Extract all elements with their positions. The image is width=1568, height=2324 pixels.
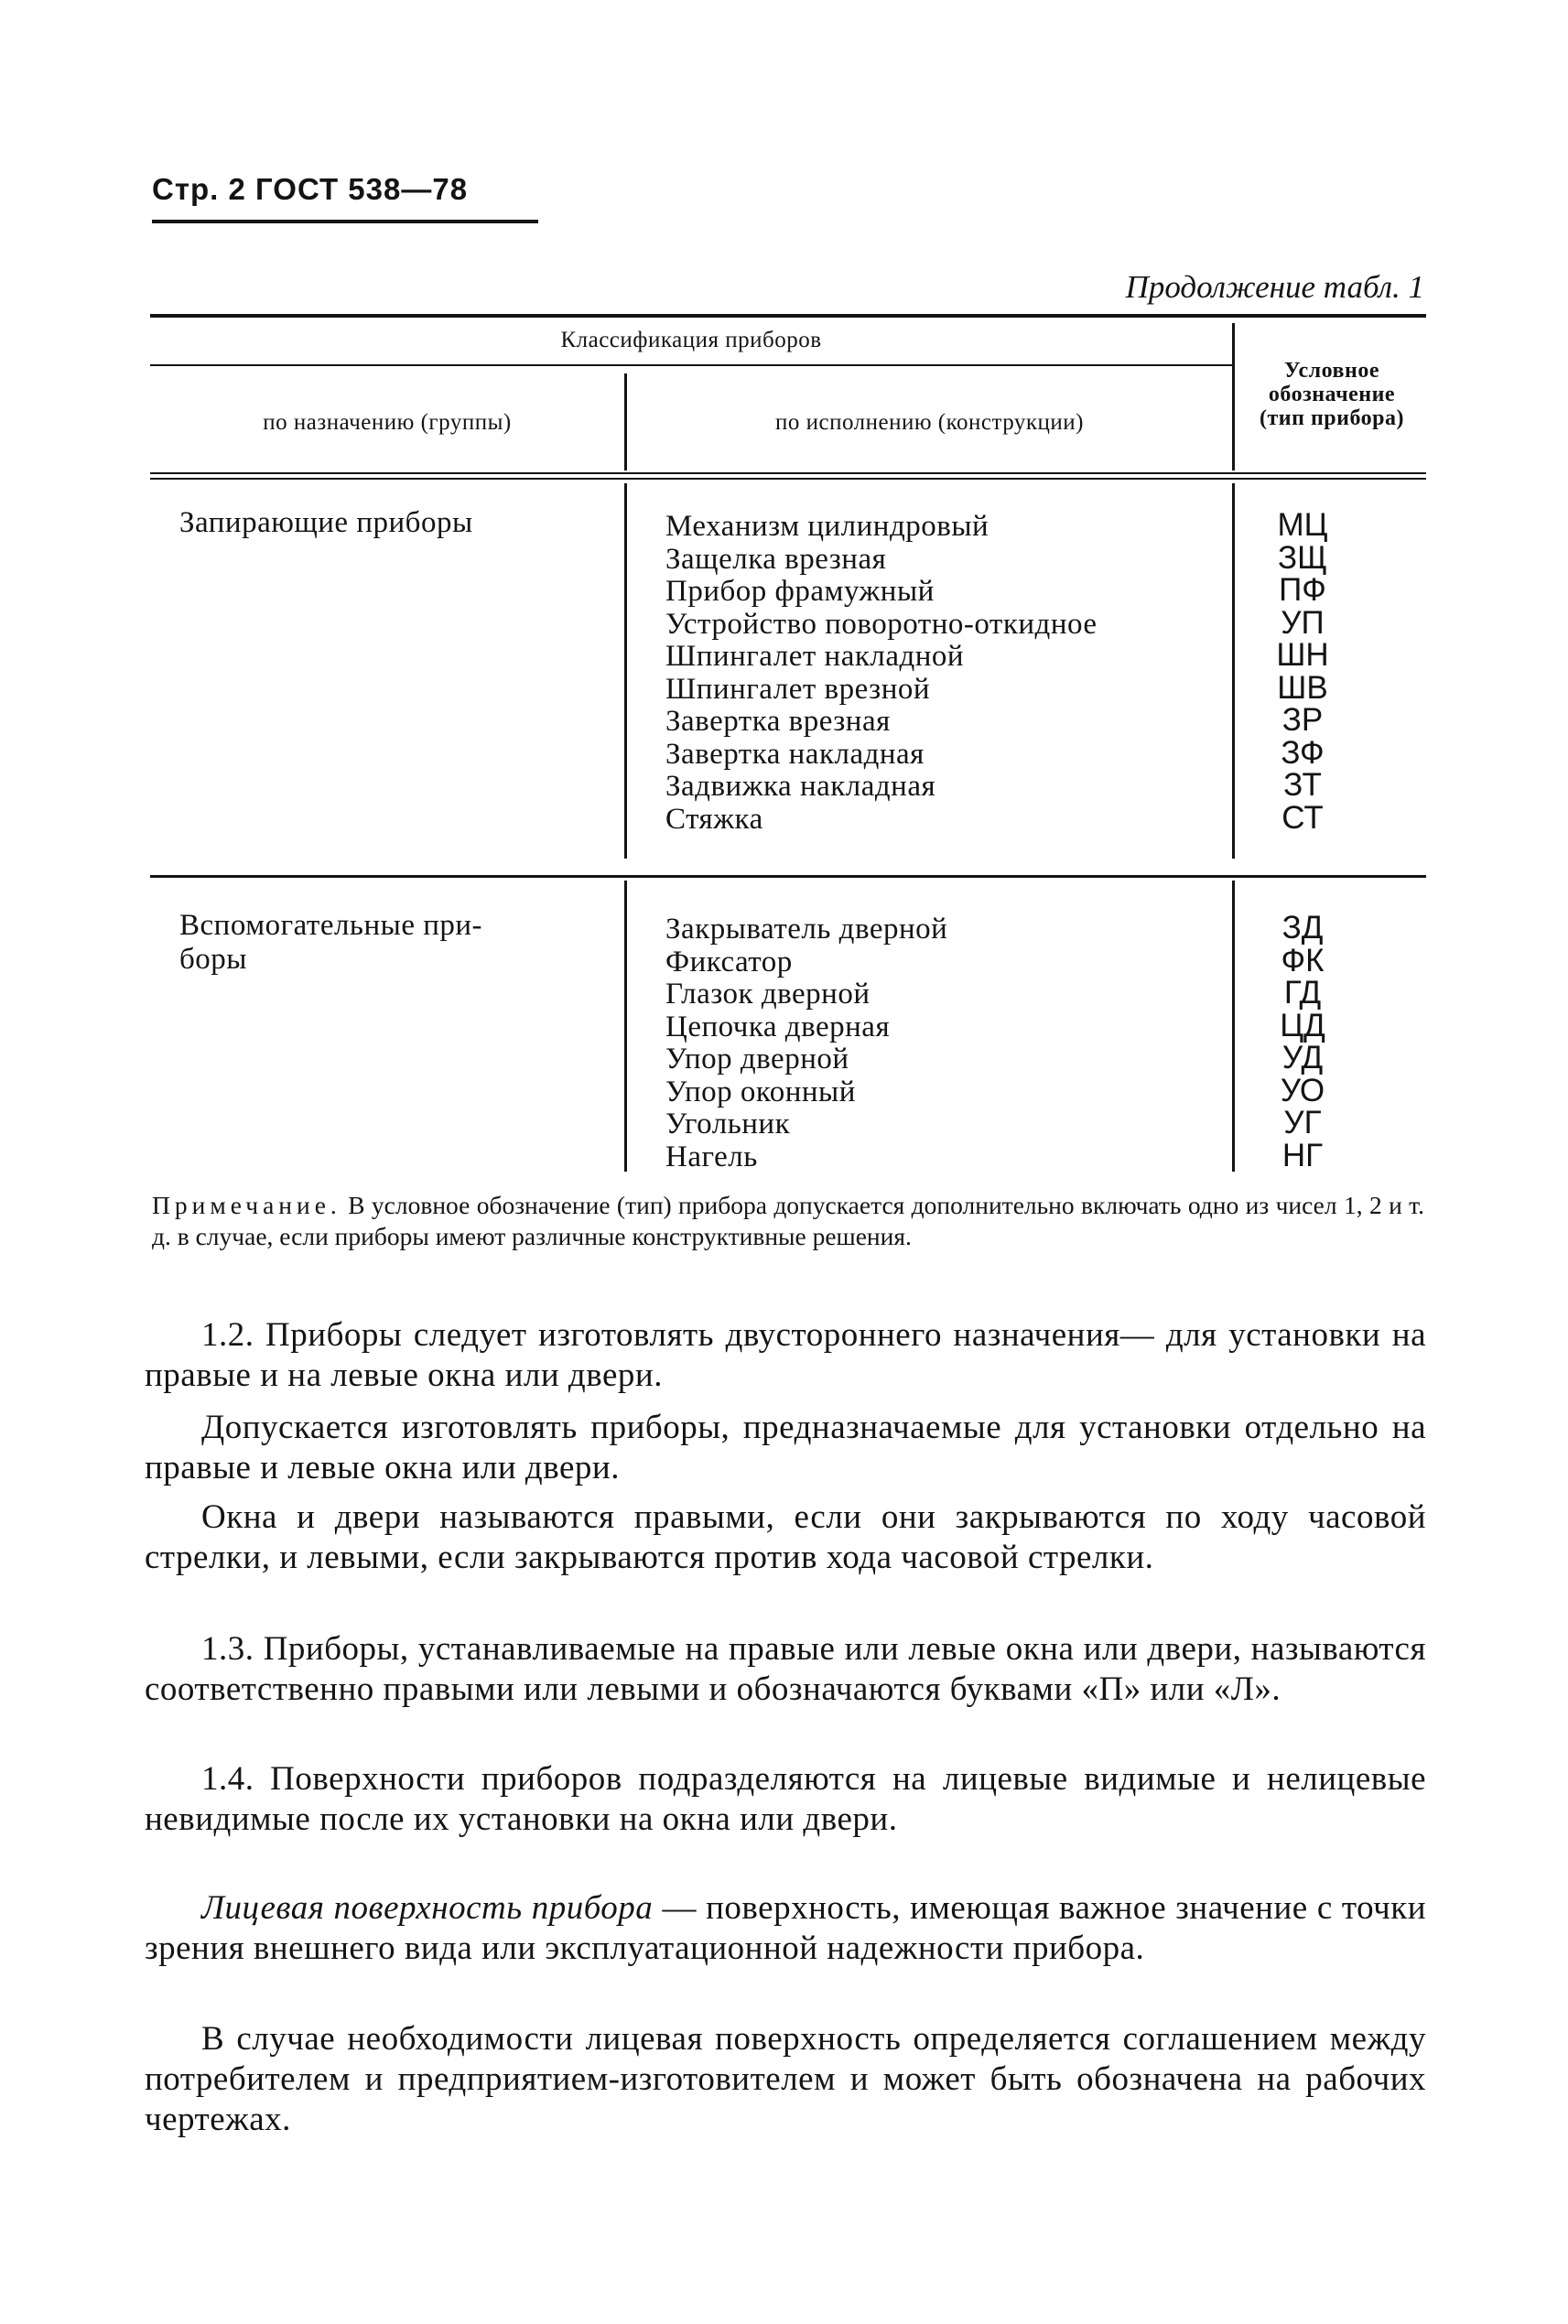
table-continuation-label: Продолжение табл. 1 bbox=[1125, 269, 1424, 305]
header-underline bbox=[152, 220, 538, 223]
header-bottom-rule-2 bbox=[150, 478, 1426, 480]
table-top-rule bbox=[150, 314, 1426, 318]
group-name-line: боры bbox=[179, 943, 247, 976]
paragraph-face-surface bbox=[145, 1888, 1426, 1969]
group-name-auxiliary bbox=[179, 909, 482, 977]
header-split-rule bbox=[150, 364, 1234, 366]
item-code: ЗТ bbox=[1283, 767, 1322, 803]
item-name: Защелка врезная bbox=[665, 542, 887, 576]
item-name: Нагель bbox=[665, 1140, 758, 1173]
item-code: УГ bbox=[1283, 1105, 1322, 1140]
item-name: Устройство поворотно-откидное bbox=[665, 607, 1098, 641]
group-separator-rule bbox=[150, 875, 1426, 878]
header-bottom-rule bbox=[150, 472, 1426, 474]
group-items-locking bbox=[665, 511, 1098, 836]
paragraph-1-2-cont-b: Окна и двери называются правыми, если они закрываются по ходу часовой стрелки, и левыми, если закрываются против хода часовой стрелки. bbox=[145, 1498, 1426, 1576]
item-code: ЗД bbox=[1281, 910, 1324, 946]
item-name: Завертка врезная bbox=[665, 705, 891, 738]
item-code: УД bbox=[1281, 1040, 1324, 1076]
paragraph-1-4: 1.4. Поверхности приборов подразделяются на лицевые видимые и нелицевые невидимые после их установки на окна или двери. bbox=[145, 1760, 1426, 1838]
item-code: ЦД bbox=[1280, 1007, 1325, 1043]
col-purpose-header: по назначению (группы) bbox=[263, 410, 512, 435]
column-divider-purpose-g1 bbox=[624, 483, 627, 859]
col-design-header: по исполнению (конструкции) bbox=[775, 410, 1084, 435]
item-code: НГ bbox=[1281, 1137, 1324, 1173]
definition-face-surface: — поверхность, имеющая важное значение с точки зрения внешнего вида или эксплуатационной надежности прибора. bbox=[145, 1889, 1426, 1967]
paragraph-1-2: 1.2. Приборы следует изготовлять двустороннего назначения— для установки на правые и на левые окна или двери. bbox=[145, 1316, 1426, 1394]
item-code: ГД bbox=[1283, 975, 1322, 1011]
paragraph-1-2-cont-a: Допускается изготовлять приборы, предназначаемые для установки отдельно на правые и левые окна или двери. bbox=[145, 1409, 1426, 1486]
col-code-header bbox=[1235, 359, 1429, 430]
group-codes-auxiliary bbox=[1234, 912, 1371, 1172]
table-note bbox=[152, 1190, 1424, 1252]
item-name: Глазок дверной bbox=[665, 978, 871, 1011]
note-text: В условное обозначение (тип) прибора допускается дополнительно включать одно из чисел 1, 2 и т. д. в случае, если приборы имеют различные конструктивные решения. bbox=[152, 1191, 1424, 1250]
item-code: ШВ bbox=[1277, 669, 1328, 706]
term-face-surface: Лицевая поверхность прибора bbox=[201, 1889, 654, 1927]
item-code: СТ bbox=[1281, 799, 1324, 836]
item-name: Упор дверной bbox=[665, 1043, 849, 1076]
item-code: УП bbox=[1281, 604, 1325, 641]
item-name: Прибор фрамужный bbox=[665, 575, 935, 608]
col-code-header-line-3: (тип прибора) bbox=[1260, 406, 1404, 430]
group-items-auxiliary bbox=[665, 913, 947, 1173]
item-name: Упор оконный bbox=[665, 1075, 856, 1108]
item-code: ФК bbox=[1281, 942, 1325, 978]
item-name: Закрыватель дверной bbox=[665, 913, 948, 946]
group-name-locking bbox=[179, 506, 473, 540]
col-code-header-line-1: Условное bbox=[1284, 359, 1379, 383]
item-name: Шпингалет врезной bbox=[665, 672, 931, 706]
paragraph-1-3: 1.3. Приборы, устанавливаемые на правые или левые окна или двери, называются соответственно правыми или левыми и обозначаются буквами «П» или «Л». bbox=[145, 1630, 1426, 1708]
item-code: УО bbox=[1280, 1072, 1325, 1108]
item-name: Цепочка дверная bbox=[665, 1010, 891, 1043]
paragraph-agreement: В случае необходимости лицевая поверхность определяется соглашением между потребителем и предприятием-изготовителем и может быть обозначена на рабочих чертежах. bbox=[145, 2020, 1426, 2138]
item-name: Задвижка накладная bbox=[665, 770, 936, 803]
item-name: Стяжка bbox=[665, 802, 763, 836]
group-name-line: Вспомогательные при- bbox=[179, 909, 483, 942]
col-classification-header: Классификация приборов bbox=[560, 328, 822, 352]
col-code-header-line-2: обозначение bbox=[1268, 383, 1396, 406]
item-name: Угольник bbox=[665, 1108, 791, 1140]
item-code: МЦ bbox=[1277, 507, 1328, 543]
note-label: Примечание. bbox=[152, 1191, 341, 1219]
group-codes-locking bbox=[1234, 509, 1371, 834]
item-name: Механизм цилиндровый bbox=[665, 510, 989, 543]
item-code: ШН bbox=[1276, 637, 1329, 673]
page-reference: Стр. 2 ГОСТ 538—78 bbox=[152, 172, 469, 206]
column-divider-purpose-g2 bbox=[624, 881, 627, 1172]
item-code: ПФ bbox=[1279, 572, 1326, 608]
item-code: ЗР bbox=[1281, 702, 1324, 738]
item-name: Фиксатор bbox=[665, 945, 793, 978]
item-code: ЗЩ bbox=[1278, 539, 1327, 576]
item-code: ЗФ bbox=[1281, 734, 1325, 771]
item-name: Шпингалет накладной bbox=[665, 640, 965, 673]
group-name-line: Запирающие приборы bbox=[179, 506, 473, 539]
item-name: Завертка накладная bbox=[665, 737, 925, 771]
